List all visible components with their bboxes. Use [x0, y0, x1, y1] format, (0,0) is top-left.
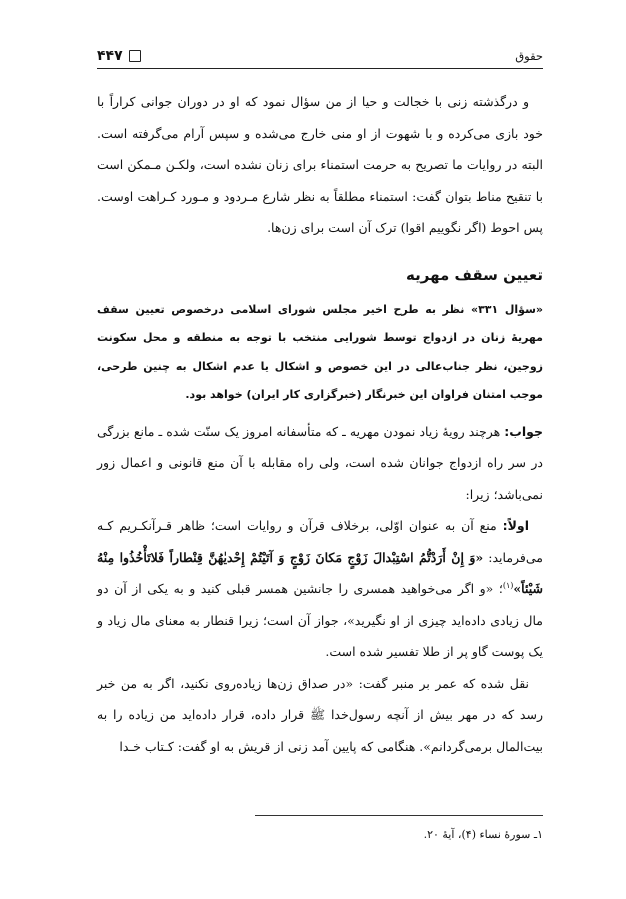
footnote-divider [255, 815, 543, 816]
footnote: ۱ـ سورهٔ نساء (۴)، آیهٔ ۲۰. [423, 828, 543, 841]
answer-text: هرچند رویهٔ زیاد نمودن مهریه ـ که متأسفانه امروز یک سنّت شده ـ مانع بزرگی در سر راه ازدواج جوانان شده است، ولی راه مقابله با آن منع قانونی و اعمال زور نمی‌باشد؛ زیرا: [97, 423, 543, 502]
quran-verse: «وَ إِنْ أَرَدْتُّمُ اسْتِبْدالَ زَوْجٍ مَکانَ زَوْجٍ وَ آتَیْتُمْ إِحْدیٰهُنَّ قِنْطاراً فَلاتَأْخُذُوا مِنْهُ شَیْئاً» [97, 549, 543, 596]
footnote-reference[interactable]: (۱) [502, 580, 514, 590]
first-point-label: اولاً: [502, 518, 529, 533]
square-box-icon [129, 50, 141, 62]
answer-label: جواب: [504, 423, 543, 439]
first-point-text-b: ؛ «و اگر می‌خواهید همسری را جانشین همسر قبلی کنید و به یکی از آن دو مال زیادی داده‌اید چیزی از او نگیرید»، جواز آن است؛ زیرا قنطار به معنای مال زیاد و یک پوست گاو پر از طلا تفسیر شده است. [97, 581, 543, 659]
running-title: حقوق [515, 49, 543, 63]
section-title: تعیین سقف مهریه [406, 265, 543, 284]
first-point-text-a: منع آن به عنوان اوّلی، برخلاف قرآن و روایات است؛ ظاهر قـرآنکـریم کـه می‌فرماید: [97, 518, 543, 565]
question-paragraph: «سؤال ۳۳۱» نظر به طرح اخیر مجلس شورای اسلامی درخصوص تعیین سقف مهریهٔ زنان در ازدواج توسط شورایی منتخب با توجه به منطقه و محل سکونت زوجین، نظر جناب‌عالی در این خصوص و اشکال یا عدم اشکال به چنین طرحی، موجب امتنان فراوان این خبرنگار (خبرگزاری کار ایران) خواهد بود. [97, 302, 543, 401]
answer-paragraph [97, 416, 543, 511]
page-number-group [97, 48, 141, 68]
paragraph-narration: نقل شده که عمر بر منبر گفت: «در صداق زن‌ها زیاده‌روی نکنید، اگر به من خبر رسد که در مهر بیش از آنچه رسول‌خدا ﷺ قرار داده، قرار داده‌اید من زیاده را به بیت‌المال برمی‌گردانم». هنگامی که پایین آمد زنی از قریش به او گفت: کـتاب خـدا [97, 675, 543, 754]
page-header [97, 40, 543, 69]
first-point-paragraph [97, 510, 543, 668]
page-body [97, 86, 543, 762]
page-number: ۴۴۷ [97, 48, 123, 64]
paragraph-intro: و درگذشته زنی با خجالت و حیا از من سؤال نمود که او در دوران جوانی کراراً با خود بازی می‌کرده و با شهوت از او منی خارج می‌شده و سپس آرام می‌گرفته است. البته در روایات ما تصریح به حرمت استمناء برای زنان نشده است، ولکـن مـمکن است با تنقیح مناط بتوان گفت: استمناء مطلقاً به نظر شارع مـردود و مـورد کـراهت اوست. پس احوط (اگر نگوییم اقوا) ترک آن است برای زن‌ها. [97, 94, 543, 235]
